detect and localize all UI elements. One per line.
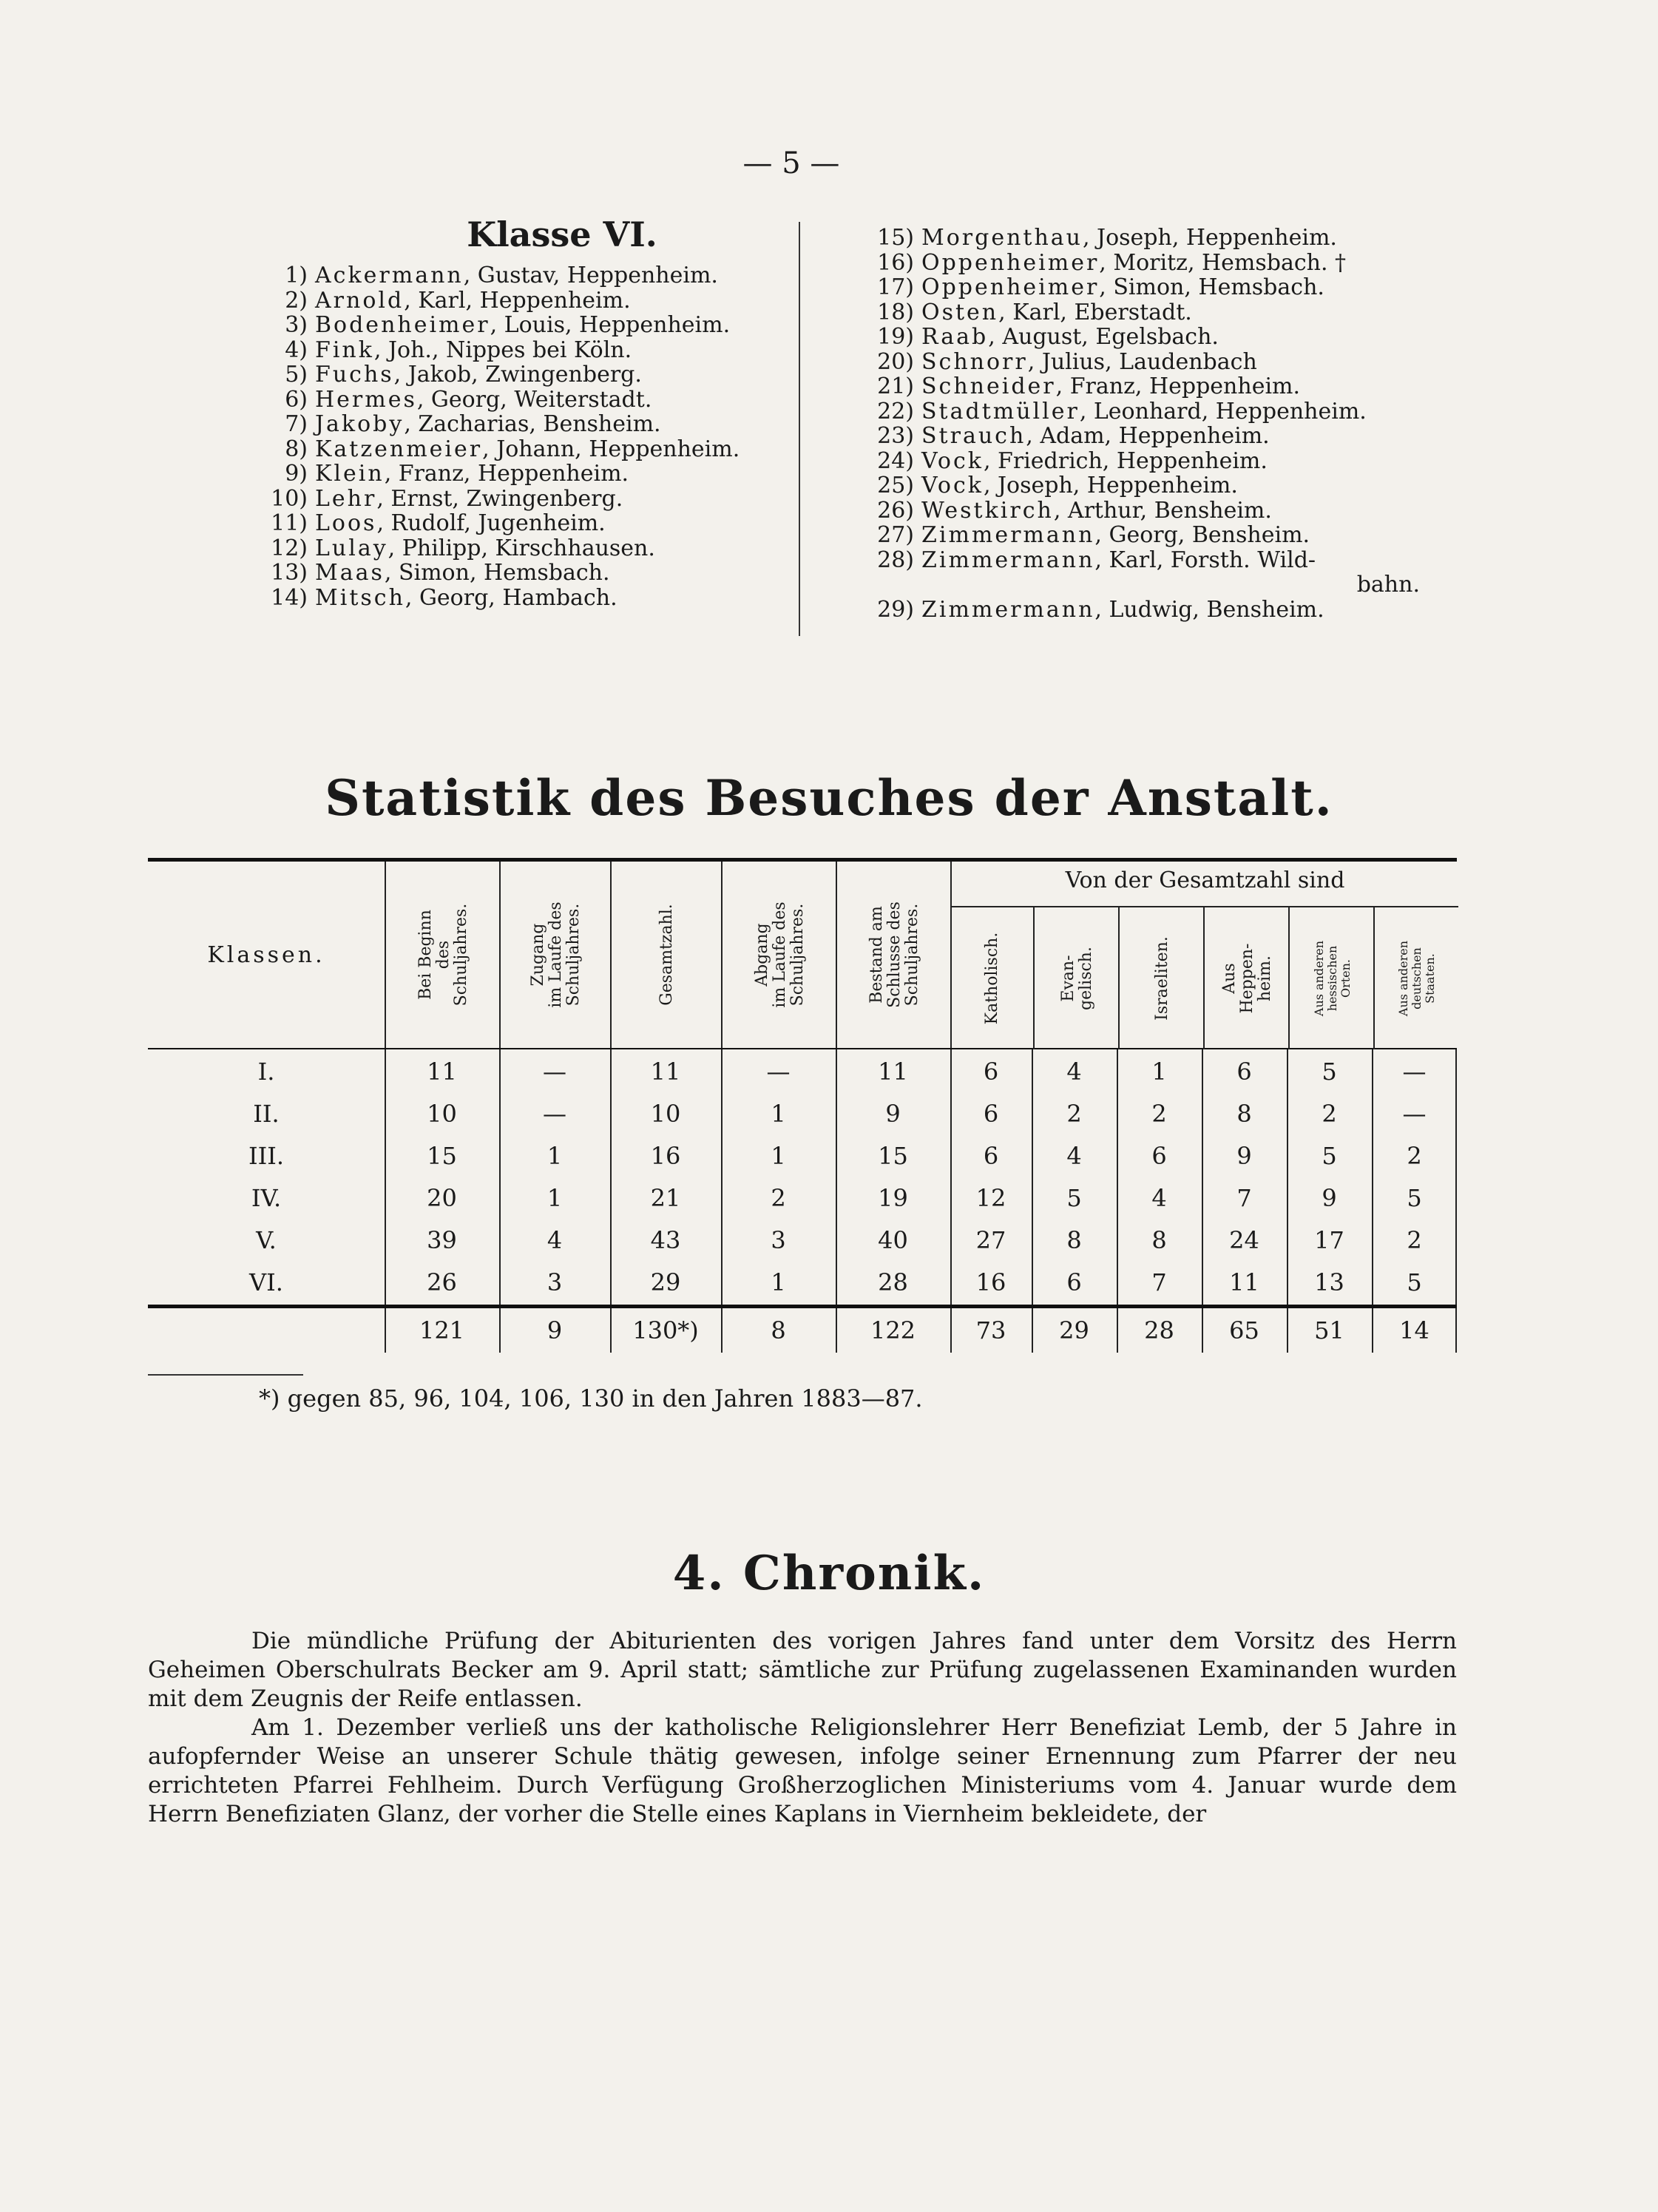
item-number: 27) (877, 522, 914, 548)
stats-title: Statistik des Besuches der Anstalt. (325, 769, 1333, 827)
student-details: , Louis, Heppenheim. (490, 312, 731, 338)
student-details: , Georg, Hambach. (405, 584, 617, 611)
cell-isr: 8 (1151, 1226, 1167, 1254)
item-number: 12) (271, 535, 308, 561)
student-surname: Strauch (921, 423, 1026, 449)
student-details: , Simon, Hemsbach. (1099, 274, 1324, 300)
list-item (873, 449, 1435, 474)
header-beginn: Bei Beginn des Schuljahres. (385, 862, 501, 1048)
student-details: , Gustav, Heppenheim. (463, 263, 718, 288)
cell-hepp: 6 (1236, 1058, 1252, 1086)
cell-kath: 6 (983, 1142, 999, 1170)
student-details: , Philipp, Kirschhausen. (388, 535, 655, 561)
cell-evang: 4 (1066, 1058, 1082, 1086)
student-details: , Adam, Heppenheim. (1026, 423, 1270, 449)
table-row (148, 1135, 1457, 1177)
cell-zugang: 4 (547, 1226, 563, 1254)
student-surname: Lehr (315, 485, 377, 512)
student-surname: Arnold (315, 287, 405, 314)
cell-isr: 1 (1151, 1058, 1167, 1086)
cell-abgang: 1 (771, 1142, 786, 1170)
item-number: 17) (877, 274, 914, 300)
total-gesamt: 130*) (632, 1316, 699, 1345)
student-details: , Georg, Weiterstadt. (416, 386, 652, 413)
list-item (873, 350, 1435, 375)
student-surname: Vock (921, 473, 984, 498)
list-item (266, 561, 813, 586)
footnote-rule (148, 1374, 303, 1376)
table-row (148, 1051, 1457, 1093)
cell-isr: 7 (1151, 1268, 1167, 1296)
cell-bestand: 40 (878, 1226, 908, 1254)
header-deutsch: Aus anderen deutschen Staaten. (1373, 907, 1458, 1049)
list-item (873, 374, 1435, 399)
header-evangelisch: Evan- gelisch. (1033, 907, 1120, 1049)
list-item (873, 325, 1435, 350)
table-row (148, 1093, 1457, 1135)
cell-bestand: 11 (878, 1058, 908, 1086)
cell-kath: 6 (983, 1100, 999, 1128)
student-surname: Fuchs (315, 362, 394, 388)
header-israeliten: Israeliten. (1118, 907, 1205, 1049)
cell-gesamt: 10 (650, 1100, 681, 1128)
item-number: 20) (877, 348, 914, 375)
cell-zugang: — (543, 1100, 566, 1128)
cell-evang: 2 (1066, 1100, 1082, 1128)
class-list-left (266, 214, 813, 610)
student-surname: Schneider (921, 373, 1056, 399)
item-number: 14) (271, 584, 308, 611)
footnote: *) gegen 85, 96, 104, 106, 130 in den Jahren 1883—87. (259, 1384, 923, 1413)
total-hess: 51 (1314, 1316, 1344, 1345)
list-item (873, 226, 1435, 251)
cell-gesamt: 29 (650, 1268, 681, 1296)
student-surname: Morgenthau (921, 225, 1083, 251)
list-item (266, 487, 813, 512)
item-number: 29) (877, 596, 914, 623)
cell-gesamt: 11 (650, 1058, 681, 1086)
table-header (148, 862, 1457, 1048)
student-surname: Hermes (315, 386, 417, 413)
cell-abgang: 2 (771, 1184, 786, 1212)
total-hepp: 65 (1229, 1316, 1259, 1345)
item-number: 26) (877, 497, 914, 524)
cell-kath: 27 (975, 1226, 1006, 1254)
list-item (873, 424, 1435, 449)
cell-evang: 8 (1066, 1226, 1082, 1254)
student-surname: Vock (921, 447, 984, 474)
stats-table (148, 858, 1457, 1367)
student-details: , Arthur, Bensheim. (1053, 497, 1272, 524)
header-abgang: Abgang im Laufe des Schuljahres. (721, 862, 837, 1048)
header-heppenheim: Aus Heppen- heim. (1203, 907, 1290, 1049)
cell-evang: 4 (1066, 1142, 1082, 1170)
class-list-title: Klasse VI. (467, 214, 657, 254)
item-number: 15) (877, 225, 914, 251)
cell-beginn: 26 (427, 1268, 457, 1296)
student-surname: Oppenheimer (921, 274, 1100, 300)
student-surname: Schnorr (921, 348, 1028, 375)
student-details: , Rudolf, Jugenheim. (376, 510, 606, 536)
student-details: , Franz, Heppenheim. (1055, 373, 1301, 399)
item-number: 2) (285, 287, 308, 314)
student-details: , August, Egelsbach. (988, 324, 1219, 350)
list-item (266, 536, 813, 561)
list-item (266, 388, 813, 413)
cell-klasse: II. (253, 1100, 280, 1128)
chronik-title: 4. Chronik. (672, 1546, 986, 1601)
list-item (873, 498, 1435, 524)
student-details: , Jakob, Zwingenberg. (393, 362, 642, 388)
student-surname: Westkirch (921, 497, 1054, 524)
page-number: — 5 — (742, 146, 840, 180)
student-surname: Oppenheimer (921, 249, 1100, 276)
table-row (148, 1220, 1457, 1262)
cell-deut: — (1402, 1058, 1427, 1086)
list-item (266, 586, 813, 611)
header-group (950, 862, 1458, 1048)
list-item (266, 511, 813, 536)
student-details: , Ernst, Zwingenberg. (376, 485, 623, 512)
cell-zugang: 1 (547, 1184, 563, 1212)
student-details: , Karl, Eberstadt. (998, 299, 1192, 325)
cell-hepp: 9 (1236, 1142, 1252, 1170)
student-surname: Zimmermann (921, 596, 1095, 623)
student-details: , Friedrich, Heppenheim. (983, 447, 1268, 474)
total-evang: 29 (1059, 1316, 1089, 1345)
item-number: 10) (271, 485, 308, 512)
list-item (873, 523, 1435, 548)
header-gesamtzahl: Gesamtzahl. (610, 862, 723, 1048)
list-item (873, 251, 1435, 276)
cell-deut: — (1402, 1100, 1427, 1128)
student-details: , Karl, Forsth. Wild- (1094, 547, 1316, 573)
cell-evang: 6 (1066, 1268, 1082, 1296)
cell-klasse: V. (256, 1226, 277, 1254)
list-item (873, 275, 1435, 300)
item-number: 13) (271, 560, 308, 586)
cell-zugang: 1 (547, 1142, 563, 1170)
list-item (266, 437, 813, 462)
total-isr: 28 (1144, 1316, 1174, 1345)
header-bestand: Bestand am Schlusse des Schuljahres. (836, 862, 952, 1048)
cell-deut: 5 (1407, 1268, 1422, 1296)
item-number: 5) (285, 362, 308, 388)
item-number: 9) (285, 461, 308, 487)
cell-hess: 9 (1322, 1184, 1337, 1212)
cell-bestand: 9 (885, 1100, 901, 1128)
table-body (148, 1049, 1457, 1305)
cell-hess: 2 (1322, 1100, 1337, 1128)
student-surname: Mitsch (315, 584, 405, 611)
item-number: 7) (285, 411, 308, 437)
cell-gesamt: 43 (650, 1226, 681, 1254)
column-divider (799, 222, 800, 636)
total-abgang: 8 (771, 1316, 786, 1345)
cell-zugang: — (543, 1058, 566, 1086)
student-details: , Franz, Heppenheim. (384, 461, 629, 487)
student-details-continued: bahn. (1356, 572, 1420, 598)
list-item (266, 263, 813, 288)
cell-beginn: 20 (427, 1184, 457, 1212)
cell-kath: 6 (983, 1058, 999, 1086)
item-number: 16) (877, 249, 914, 276)
item-number: 25) (877, 473, 914, 498)
cell-hepp: 7 (1236, 1184, 1252, 1212)
student-details: , Johann, Heppenheim. (482, 436, 740, 462)
cell-abgang: 1 (771, 1268, 786, 1296)
item-number: 4) (285, 336, 308, 363)
item-number: 1) (285, 263, 308, 288)
student-surname: Bodenheimer (315, 312, 490, 338)
student-surname: Ackermann (315, 263, 464, 288)
total-bestand: 122 (870, 1316, 916, 1345)
cell-klasse: I. (257, 1058, 275, 1086)
table-row (148, 1262, 1457, 1304)
list-item (873, 548, 1435, 598)
chronik-paragraph: Am 1. Dezember verließ uns der katholische Religionslehrer Herr Benefiziat Lemb, der 5 Jahre in aufopfernder Weise an unserer Schule thätig gewesen, infolge seiner Ernennung zum Pfarrer der neu errichteten Pfarrei Fehlheim. Durch Verfügung Großherzoglichen Ministeriums vom 4. Januar wurde dem Herrn Benefiziaten Glanz, der vorher die Stelle eines Kaplans in Viernheim bekleidete, der (148, 1714, 1457, 1827)
cell-isr: 2 (1151, 1100, 1167, 1128)
cell-hepp: 8 (1236, 1100, 1252, 1128)
header-hessisch: Aus anderen hessischen Orten. (1288, 907, 1375, 1049)
header-klassen: Klassen. (207, 941, 325, 968)
item-number: 22) (877, 398, 914, 425)
list-item (266, 338, 813, 363)
student-surname: Fink (315, 336, 374, 363)
cell-isr: 6 (1151, 1142, 1167, 1170)
cell-isr: 4 (1151, 1184, 1167, 1212)
cell-abgang: 3 (771, 1226, 786, 1254)
cell-deut: 2 (1407, 1226, 1422, 1254)
cell-kath: 16 (975, 1268, 1006, 1296)
student-details: , Karl, Heppenheim. (404, 287, 631, 314)
student-details: , Simon, Hemsbach. (384, 560, 610, 586)
item-number: 21) (877, 373, 914, 399)
cell-hepp: 11 (1229, 1268, 1259, 1296)
total-zugang: 9 (547, 1316, 563, 1345)
student-surname: Klein (315, 461, 385, 487)
cell-bestand: 19 (878, 1184, 908, 1212)
list-item (873, 300, 1435, 325)
student-details: , Joseph, Heppenheim. (983, 473, 1238, 498)
header-katholisch: Katholisch. (983, 932, 1001, 1025)
student-surname: Jakoby (315, 411, 405, 437)
cell-hess: 5 (1322, 1058, 1337, 1086)
cell-gesamt: 21 (650, 1184, 681, 1212)
cell-kath: 12 (975, 1184, 1006, 1212)
cell-bestand: 15 (878, 1142, 908, 1170)
cell-beginn: 15 (427, 1142, 457, 1170)
student-details: , Ludwig, Bensheim. (1094, 596, 1324, 623)
student-surname: Raab (921, 324, 989, 350)
student-list-left (266, 263, 813, 610)
cell-hess: 17 (1314, 1226, 1344, 1254)
total-deut: 14 (1399, 1316, 1429, 1345)
list-item (266, 461, 813, 487)
student-surname: Lulay (315, 535, 388, 561)
item-number: 6) (285, 386, 308, 413)
list-item (873, 473, 1435, 498)
cell-hess: 13 (1314, 1268, 1344, 1296)
list-item (873, 598, 1435, 623)
list-item (266, 412, 813, 437)
list-item (266, 288, 813, 314)
cell-gesamt: 16 (650, 1142, 681, 1170)
header-group-label: Von der Gesamtzahl sind (1065, 867, 1345, 893)
item-number: 8) (285, 436, 308, 462)
item-number: 18) (877, 299, 914, 325)
cell-beginn: 10 (427, 1100, 457, 1128)
cell-klasse: VI. (249, 1268, 283, 1296)
student-surname: Zimmermann (921, 547, 1095, 573)
table-totals (148, 1308, 1457, 1367)
chronik-paragraph: Die mündliche Prüfung der Abiturienten des vorigen Jahres fand unter dem Vorsitz des Herrn Geheimen Oberschulrats Becker am 9. April statt; sämtliche zur Prüfung zugelassenen Examinanden wurden mit dem Zeugnis der Reife entlassen. (148, 1628, 1457, 1712)
cell-evang: 5 (1066, 1184, 1082, 1212)
cell-hepp: 24 (1229, 1226, 1259, 1254)
list-item (266, 362, 813, 388)
cell-klasse: IV. (251, 1184, 282, 1212)
cell-bestand: 28 (878, 1268, 908, 1296)
cell-deut: 2 (1407, 1142, 1422, 1170)
student-details: , Leonhard, Heppenheim. (1079, 398, 1367, 425)
student-details: , Moritz, Hemsbach. † (1099, 249, 1347, 276)
item-number: 11) (271, 510, 308, 536)
header-zugang: Zugang im Laufe des Schuljahres. (499, 862, 612, 1048)
student-details: , Zacharias, Bensheim. (404, 411, 661, 437)
student-surname: Katzenmeier (315, 436, 483, 462)
list-item (266, 313, 813, 338)
student-details: , Julius, Laudenbach (1027, 348, 1257, 375)
item-number: 3) (285, 312, 308, 338)
student-list-right (873, 226, 1435, 622)
cell-deut: 5 (1407, 1184, 1422, 1212)
list-item (873, 399, 1435, 425)
student-surname: Stadtmüller (921, 398, 1080, 425)
cell-klasse: III. (248, 1142, 285, 1170)
total-beginn: 121 (419, 1316, 465, 1345)
cell-abgang: 1 (771, 1100, 786, 1128)
student-details: , Georg, Bensheim. (1094, 522, 1310, 548)
item-number: 24) (877, 447, 914, 474)
cell-abgang: — (766, 1058, 791, 1086)
item-number: 23) (877, 423, 914, 449)
cell-beginn: 39 (427, 1226, 457, 1254)
item-number: 28) (877, 547, 914, 573)
student-surname: Loos (315, 510, 377, 536)
chronik-text (148, 1627, 1457, 1829)
table-row (148, 1177, 1457, 1220)
student-details: , Joseph, Heppenheim. (1082, 225, 1337, 251)
total-kath: 73 (975, 1316, 1006, 1345)
totals-row (148, 1310, 1457, 1352)
class-list-right (873, 226, 1435, 622)
student-details: , Joh., Nippes bei Köln. (373, 336, 632, 363)
cell-beginn: 11 (427, 1058, 457, 1086)
student-surname: Zimmermann (921, 522, 1095, 548)
cell-zugang: 3 (547, 1268, 563, 1296)
student-surname: Osten (921, 299, 999, 325)
student-surname: Maas (315, 560, 385, 586)
item-number: 19) (877, 324, 914, 350)
cell-hess: 5 (1322, 1142, 1337, 1170)
